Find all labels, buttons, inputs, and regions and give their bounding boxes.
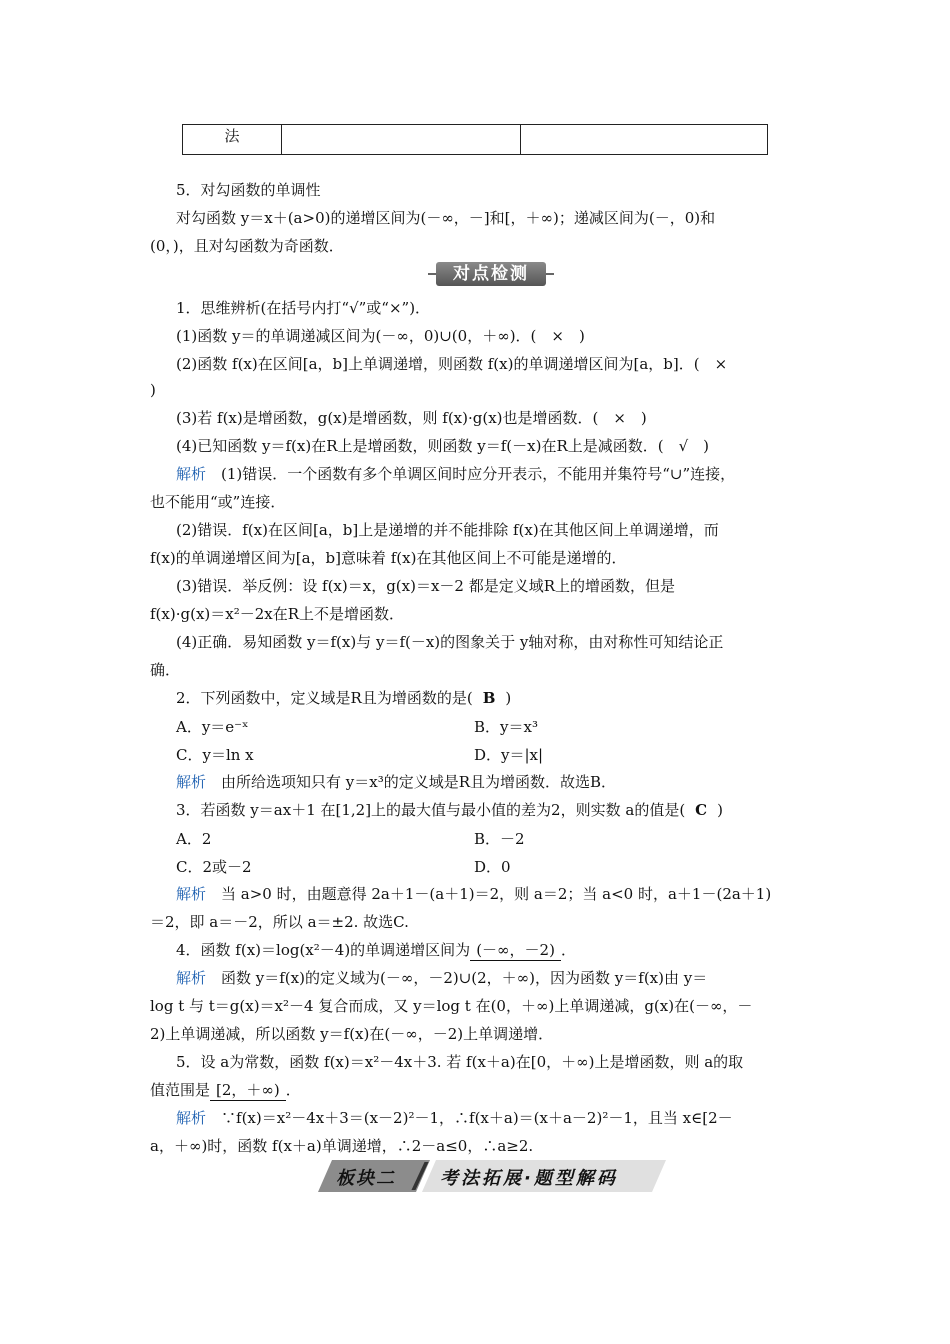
option: A．2 — [176, 830, 212, 848]
question-stem: 1．思维辨析(在括号内打“√”或“×”)． — [176, 299, 431, 317]
section-banner-2 — [318, 1160, 666, 1192]
analysis-line: (2)错误．f(x)在区间[a，b]上是递增的并不能排除 f(x)在其他区间上单调递增，而 — [176, 521, 719, 539]
analysis-line: 解析 ∵f(x)＝x²－4x＋3＝(x－2)²－1，∴f(x＋a)＝(x＋a－2)²－1，且当 x∈[2－ — [176, 1109, 733, 1127]
analysis-label: 解析 — [176, 1109, 207, 1127]
analysis-line: 2)上单调递减，所以函数 y＝f(x)在(－∞，－2)上单调递增． — [150, 1025, 554, 1043]
analysis-line: 解析 当 a>0 时，由题意得 2a＋1－(a＋1)＝2，则 a＝2；当 a<0 时，a＋1－(2a＋1) — [176, 885, 772, 903]
analysis-label: 解析 — [176, 465, 207, 483]
table-cell: 法 — [183, 125, 282, 155]
sub-question: (2)函数 f(x)在区间[a，b]上单调递增，则函数 f(x)的单调递增区间为[a，b]．( × — [176, 355, 728, 373]
analysis-line: ＝2，即 a＝－2，所以 a＝±2. 故选C. — [150, 913, 409, 931]
analysis-label: 解析 — [176, 969, 207, 987]
option: C．y＝ln x — [176, 746, 254, 764]
answer-blank: (－∞，－2) — [470, 940, 561, 961]
table-cell — [282, 125, 521, 155]
analysis-label: 解析 — [176, 773, 207, 791]
analysis-label: 解析 — [176, 885, 207, 903]
table-cell — [521, 125, 768, 155]
section-banner: 对点检测 — [436, 262, 546, 286]
paragraph-line: (0，)，且对勾函数为奇函数． — [150, 237, 344, 255]
analysis-line: 解析 (1)错误．一个函数有多个单调区间时应分开表示，不能用并集符号“∪”连接， — [176, 465, 736, 483]
answer-blank: [2，＋∞) — [210, 1080, 286, 1101]
option: C．2或－2 — [176, 858, 252, 876]
analysis-line: a，＋∞)时，函数 f(x＋a)单调递增，∴2－a≤0，∴a≥2. — [150, 1137, 534, 1155]
analysis-line: (4)正确．易知函数 y＝f(x)与 y＝f(－x)的图象关于 y轴对称，由对称性可知结论正 — [176, 633, 724, 651]
option: B．y＝x³ — [474, 718, 538, 736]
option: B．－2 — [474, 830, 525, 848]
option: D．0 — [474, 858, 511, 876]
analysis-line: log t 与 t＝g(x)＝x²－4 复合而成，又 y＝log t 在(0，＋∞)上单调递减，g(x)在(－∞，－ — [150, 997, 753, 1015]
analysis-line: 解析 函数 y＝f(x)的定义域为(－∞，－2)∪(2，＋∞)，因为函数 y＝f(x)由 y＝ — [176, 969, 708, 987]
sub-question: ) — [150, 381, 156, 399]
answer: B — [482, 689, 496, 707]
method-table — [182, 124, 768, 155]
option: D．y＝|x| — [474, 746, 544, 764]
analysis-line: (3)错误．举反例：设 f(x)＝x，g(x)＝x－2 都是定义域R上的增函数，但是 — [176, 577, 676, 595]
banner-right-text: 考法拓展·题型解码 — [440, 1168, 618, 1189]
section-title: 5．对勾函数的单调性 — [176, 181, 321, 199]
answer: C — [695, 801, 708, 819]
analysis-line: 确． — [150, 661, 181, 679]
sub-question: (1)函数 y＝的单调递减区间为(－∞，0)∪(0，＋∞)．( × ) — [176, 327, 585, 345]
question-stem: 5．设 a为常数，函数 f(x)＝x²－4x＋3. 若 f(x＋a)在[0，＋∞)上是增函数，则 a的取 — [176, 1053, 744, 1071]
analysis-line: f(x)的单调递增区间为[a，b]意味着 f(x)在其他区间上不可能是递增的． — [150, 549, 627, 567]
question-stem: 2．下列函数中，定义域是R且为增函数的是( B ) — [176, 689, 512, 707]
question-stem: 4．函数 f(x)＝log(x²－4)的单调递增区间为 (－∞，－2) ． — [176, 941, 576, 959]
option: A．y＝e⁻ˣ — [176, 718, 249, 736]
sub-question: (4)已知函数 y＝f(x)在R上是增函数，则函数 y＝f(－x)在R上是减函数．( √ ) — [176, 437, 710, 455]
banner-left-text: 板块二 — [336, 1168, 396, 1189]
sub-question: (3)若 f(x)是增函数，g(x)是增函数，则 f(x)·g(x)也是增函数．( × ) — [176, 409, 647, 427]
question-stem: 值范围是 [2，＋∞) ． — [150, 1081, 301, 1099]
analysis-line: f(x)·g(x)＝x²－2x在R上不是增函数． — [150, 605, 405, 623]
question-stem: 3．若函数 y＝ax＋1 在[1,2]上的最大值与最小值的差为2，则实数 a的值是( C ) — [176, 801, 723, 819]
analysis-line: 也不能用“或”连接． — [150, 493, 286, 511]
paragraph-line: 对勾函数 y＝x＋(a>0)的递增区间为(－∞，－]和[，＋∞)；递减区间为(－，0)和 — [176, 209, 716, 227]
analysis-line: 解析 由所给选项知只有 y＝x³的定义域是R且为增函数．故选B． — [176, 773, 617, 791]
